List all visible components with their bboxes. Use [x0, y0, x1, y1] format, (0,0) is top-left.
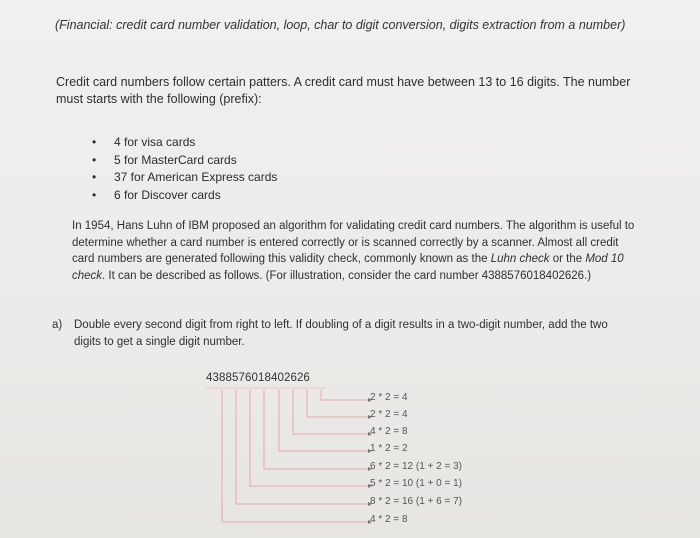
list-item: • 4 for visa cards [92, 134, 277, 152]
bullet-icon: • [92, 187, 97, 202]
prefix-list [92, 134, 277, 204]
list-item: • 5 for MasterCard cards [92, 152, 277, 170]
intro-paragraph: Credit card numbers follow certain patters. A credit card must have between 13 to 16 digits. The number must starts with the following (prefix): [56, 75, 631, 106]
step-text: Double every second digit from right to left. If doubling of a digit results in a two-digit number, add the two digits to get a single digit number. [74, 319, 608, 348]
result-row-6: 5 * 2 = 10 (1 + 0 = 1) [370, 478, 463, 489]
step-label: a) [52, 319, 63, 331]
connector-line [250, 390, 368, 486]
connector-line [264, 390, 368, 469]
connector-lines [200, 372, 520, 538]
result-row-7: 8 * 2 = 16 (1 + 6 = 7) [370, 496, 463, 507]
bullet-icon: • [92, 135, 97, 149]
luhn-paragraph: In 1954, Hans Luhn of IBM proposed an algorithm for validating credit card numbers. The algorithm is useful to determine whether a card number is entered correctly or is scanned correctly by a scanner. Almost all credit card numbers are generated following this validity check, commonly known as the Luhn check or the Mod 10 check. It can be described as follows. (For illustration, consider the card number 4388576018402626.) [72, 220, 635, 282]
bullet-icon: • [92, 152, 97, 167]
list-item: • 37 for American Express cards [92, 169, 277, 187]
connector-line [307, 390, 368, 417]
result-row-8: 4 * 2 = 8 [370, 514, 408, 525]
luhn-check-term: Luhn check [490, 253, 550, 265]
connector-line [293, 390, 368, 434]
result-row-1: 2 * 2 = 4 [370, 392, 408, 403]
result-row-2: 2 * 2 = 4 [370, 409, 408, 420]
result-row-3: 4 * 2 = 8 [370, 426, 408, 437]
result-row-4: 1 * 2 = 2 [370, 443, 408, 454]
connector-line [236, 390, 368, 504]
card-number: 4388576018402626 [206, 372, 310, 384]
list-item: • 6 for Discover cards [92, 187, 277, 205]
problem-heading: (Financial: credit card number validation, loop, char to digit conversion, digits extraction from a number) [55, 18, 626, 32]
result-row-5: 6 * 2 = 12 (1 + 2 = 3) [370, 461, 463, 472]
connector-line [222, 390, 368, 522]
mod10-term: Mod 10 check [72, 253, 624, 282]
connector-line [279, 390, 368, 451]
bullet-icon: • [92, 170, 97, 184]
doubling-diagram [200, 372, 520, 538]
connector-line [321, 390, 368, 400]
